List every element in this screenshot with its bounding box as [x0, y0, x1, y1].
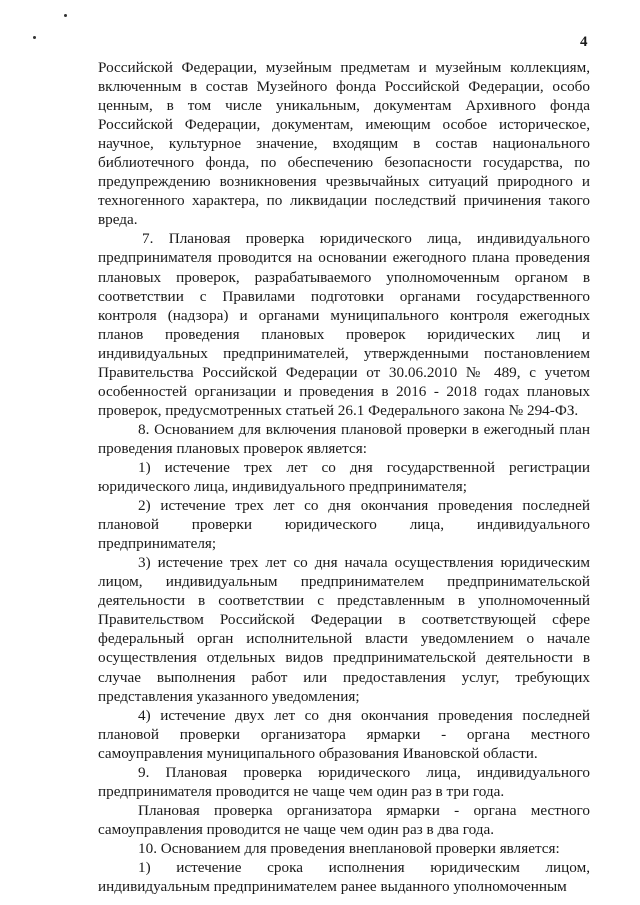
subitem-8-1: 1) истечение трех лет со дня государственной регистрации юридического лица, индивидуального предпринимателя; [98, 458, 590, 496]
scan-speck [33, 36, 36, 39]
page-number: 4 [580, 34, 588, 50]
scan-speck [64, 14, 67, 17]
subitem-8-2: 2) истечение трех лет со дня окончания проведения последней плановой проверки юридического лица, индивидуального предпринимателя; [98, 497, 590, 553]
subitem-8-3: 3) истечение трех лет со дня начала осуществления юридическим лицом, индивидуальным предпринимателем предпринимательской деятельности в соответствии с представленным в уполномоченный Правительством Российской Федерации в соответствующей сфере федеральный орган исполнительной власти уведомлением о начале осуществления отдельных видов предпринимательской деятельности в случае выполнения работ или предоставления услуг, требующих представления указанного уведомления; [98, 554, 590, 705]
paragraph-continuation: Российской Федерации, музейным предметам и музейным коллекциям, включенным в состав Музейного фонда Российской Федерации, особо ценным, в том числе уникальным, документам Архивного фонда Российской Федерации, документам, имеющим особое историческое, научное, культурное значение, входящим в состав национального библиотечного фонда, по обеспечению безопасности государства, по предупреждению возникновения чрезвычайных ситуаций природного и техногенного характера, по ликвидации последствий причинения такого вреда. [98, 59, 590, 229]
paragraph-fair-organizer: Плановая проверка организатора ярмарки - органа местного самоуправления проводится не чаще чем один раз в два года. [98, 801, 590, 838]
paragraph-item-9: 9. Плановая проверка юридического лица, индивидуального предпринимателя проводится не чаще чем один раз в три года. [98, 763, 590, 800]
paragraph-item-10: 10. Основанием для проведения внеплановой проверки является: [138, 839, 560, 857]
subitem-8-4: 4) истечение двух лет со дня окончания проведения последней плановой проверки организатора ярмарки - органа местного самоуправления муниципального образования Ивановской области. [98, 706, 590, 762]
paragraph-item-8: 8. Основанием для включения плановой проверки в ежегодный план проведения плановых проверок является: [98, 420, 590, 457]
paragraph-item-7: 7. Плановая проверка юридического лица, индивидуального предпринимателя проводится на основании ежегодного плана проведения плановых проверок, разрабатываемого уполномоченным органом в соответствии с Правилами подготовки органами государственного контроля (надзора) и органами муниципального контроля ежегодных планов проведения плановых проверок юридических лиц и индивидуальных предпринимателей, утвержденными постановлением Правительства Российской Федерации от 30.06.2010 № 489, с учетом особенностей организации и проведения в 2016 - 2018 годах плановых проверок, предусмотренных статьей 26.1 Федерального закона № 294-ФЗ. [98, 230, 590, 419]
document-body [98, 58, 590, 896]
subitem-10-1: 1) истечение срока исполнения юридическим лицом, индивидуальным предпринимателем ранее выданного уполномоченным [98, 858, 590, 896]
